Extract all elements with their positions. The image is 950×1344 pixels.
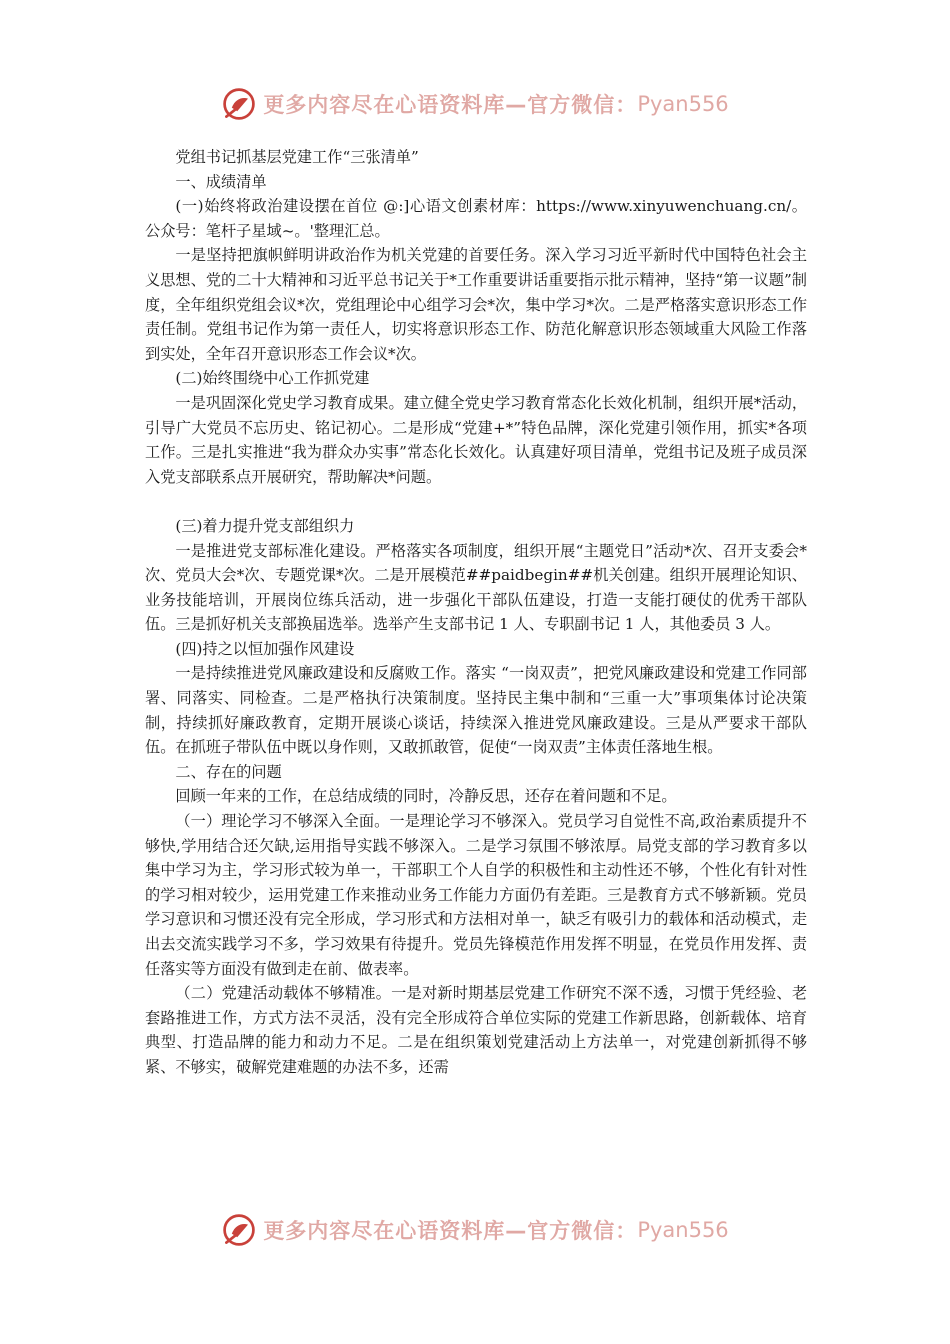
section-heading: 一、成绩清单 bbox=[175, 172, 267, 191]
subsection-heading: (四)持之以恒加强作风建设 bbox=[175, 639, 355, 658]
header-banner bbox=[0, 82, 950, 126]
spacer bbox=[145, 489, 807, 514]
paragraph: 一是推进党支部标准化建设。严格落实各项制度，组织开展“主题党日”活动*次、召开支委会*次、党员大会*次、专题党课*次。二是开展模范##paidbegin##机关创建。组织开展理论知识、业务技能培训，开展岗位练兵活动，进一步强化干部队伍建设，打造一支能打硬仗的优秀干部队伍。三是抓好机关支部换届选举。选举产生支部书记 1 人、专职副书记 1 人，其他委员 3 人。 bbox=[145, 541, 807, 634]
footer-banner bbox=[0, 1208, 950, 1252]
paragraph: 一是坚持把旗帜鲜明讲政治作为机关党建的首要任务。深入学习习近平新时代中国特色社会主义思想、党的二十大精神和习近平总书记关于*工作重要讲话重要指示批示精神，坚持“第一议题”制度，全年组织党组会议*次，党组理论中心组学习会*次，集中学习*次。二是严格落实意识形态工作责任制。党组书记作为第一责任人，切实将意识形态工作、防范化解意识形态领域重大风险工作落到实处，全年召开意识形态工作会议*次。 bbox=[145, 246, 807, 363]
paragraph: 一是巩固深化党史学习教育成果。建立健全党史学习教育常态化长效化机制，组织开展*活动，引导广大党员不忘历史、铭记初心。二是形成“党建+*”特色品牌，深化党建引领作用，抓实*各项工作。三是扎实推进“我为群众办实事”常态化长效化。认真建好项目清单，党组书记及班子成员深入党支部联系点开展研究，帮助解决*问题。 bbox=[145, 393, 807, 486]
document-body bbox=[145, 145, 807, 1080]
logo-icon bbox=[221, 86, 257, 122]
paragraph: 一是持续推进党风廉政建设和反腐败工作。落实 “一岗双责”，把党风廉政建设和党建工作同部署、同落实、同检查。二是严格执行决策制度。坚持民主集中制和“三重一大”事项集体讨论决策制，持续抓好廉政教育，定期开展谈心谈话，持续深入推进党风廉政建设。三是从严要求干部队伍。在抓班子带队伍中既以身作则，又敢抓敢管，促使“一岗双责”主体责任落地生根。 bbox=[145, 664, 807, 757]
banner-wechat-id: Pyan556 bbox=[637, 1218, 729, 1242]
paragraph: （二）党建活动载体不够精准。一是对新时期基层党建工作研究不深不透，习惯于凭经验、老套路推进工作，方式方法不灵活，没有完全形成符合单位实际的党建工作新思路，创新载体、培育典型、打造品牌的能力和动力不足。二是在组织策划党建活动上方法单一，对党建创新抓得不够紧、不够实，破解党建难题的办法不多，还需 bbox=[145, 984, 807, 1076]
banner-text: 更多内容尽在心语资料库—官方微信： bbox=[263, 93, 638, 117]
subsection-heading: (一)始终将政治建设摆在首位 @:]心语文创素材库：https://www.xinyuwenchuang.cn/。公众号：笔杆子星域~。'整理汇总。 bbox=[145, 197, 807, 240]
subsection-heading: (三)着力提升党支部组织力 bbox=[175, 516, 355, 535]
paragraph: 回顾一年来的工作，在总结成绩的同时，冷静反思，还存在着问题和不足。 bbox=[175, 787, 677, 806]
subsection-heading: (二)始终围绕中心工作抓党建 bbox=[175, 369, 370, 388]
section-heading: 二、存在的问题 bbox=[175, 762, 282, 781]
banner-text: 更多内容尽在心语资料库—官方微信： bbox=[263, 1219, 638, 1243]
logo-icon bbox=[221, 1212, 257, 1248]
banner-wechat-id: Pyan556 bbox=[637, 92, 729, 116]
paragraph: （一）理论学习不够深入全面。一是理论学习不够深入。党员学习自觉性不高,政治素质提升不够快,学用结合还欠缺,运用指导实践不够深入。二是学习氛围不够浓厚。局党支部的学习教育多以集中学习为主，学习形式较为单一，干部职工个人自学的积极性和主动性还不够，个性化有针对性的学习相对较少，运用党建工作来推动业务工作能力方面仍有差距。三是教育方式不够新颖。党员学习意识和习惯还没有完全形成，学习形式和方法相对单一，缺乏有吸引力的载体和活动模式，走出去交流实践学习不多，学习效果有待提升。党员先锋模范作用发挥不明显，在党员作用发挥、责任落实等方面没有做到走在前、做表率。 bbox=[145, 812, 807, 978]
doc-title: 党组书记抓基层党建工作“三张清单” bbox=[175, 148, 419, 166]
